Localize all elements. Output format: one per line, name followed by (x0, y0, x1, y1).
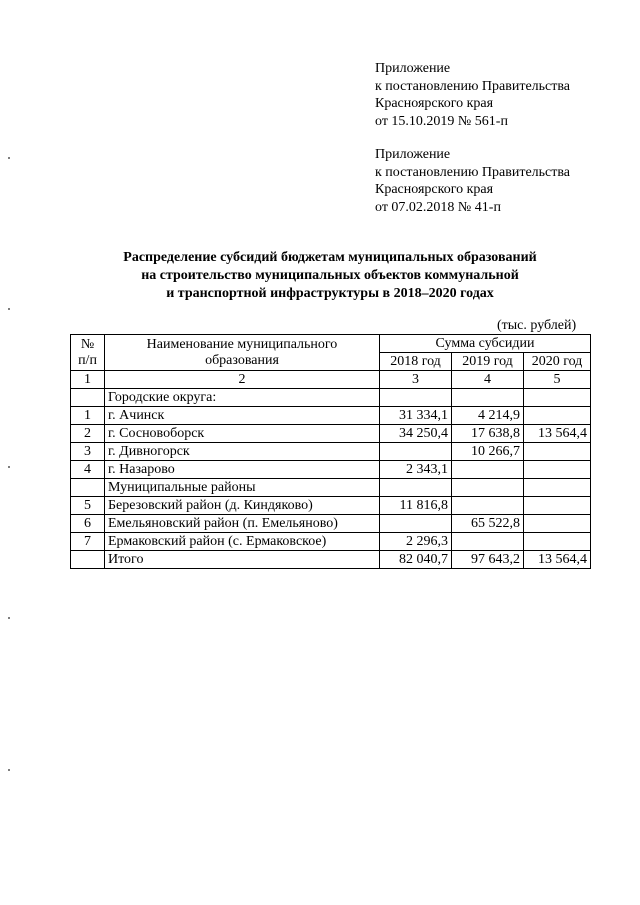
column-number: 2 (105, 371, 380, 389)
table-row (71, 443, 591, 461)
cell-y2019: 97 643,2 (452, 551, 524, 569)
cell-y2018: 34 250,4 (380, 425, 452, 443)
cell-name: Ермаковский район (с. Ермаковское) (105, 533, 380, 551)
header-municipality: Наименование муниципального образования (105, 335, 380, 371)
scan-mark (8, 157, 10, 159)
title-line: Распределение субсидий бюджетам муниципальных образований (123, 250, 537, 265)
column-number: 3 (380, 371, 452, 389)
table-row (71, 425, 591, 443)
units-label: (тыс. рублей) (497, 318, 577, 333)
header-subsidy-sum: Сумма субсидии (380, 335, 591, 353)
cell-n: 3 (71, 443, 105, 461)
cell-name: Итого (105, 551, 380, 569)
cell-name: Березовский район (д. Киндяково) (105, 497, 380, 515)
cell-n: 1 (71, 407, 105, 425)
cell-y2019 (452, 461, 524, 479)
cell-n: 5 (71, 497, 105, 515)
document-title (60, 249, 600, 303)
cell-y2019 (452, 533, 524, 551)
cell-y2018: 2 296,3 (380, 533, 452, 551)
cell-n (71, 479, 105, 497)
cell-y2019 (452, 497, 524, 515)
cell-y2020: 13 564,4 (524, 425, 591, 443)
header-number: № п/п (71, 335, 105, 371)
table-row (71, 479, 591, 497)
attachment-date: от 07.02.2018 № 41-п (375, 199, 501, 215)
cell-y2018: 2 343,1 (380, 461, 452, 479)
cell-n: 7 (71, 533, 105, 551)
attachment-line: к постановлению Правительства (375, 78, 571, 94)
attachment-block-current (375, 60, 570, 130)
cell-y2020 (524, 389, 591, 407)
table-row (71, 407, 591, 425)
cell-y2020 (524, 497, 591, 515)
cell-name: Емельяновский район (п. Емельяново) (105, 515, 380, 533)
attachment-line: Красноярского края (375, 182, 494, 197)
scan-mark (8, 617, 10, 619)
cell-n: 4 (71, 461, 105, 479)
cell-y2020 (524, 407, 591, 425)
cell-y2018 (380, 479, 452, 497)
cell-y2018: 82 040,7 (380, 551, 452, 569)
attachment-line: Приложение (375, 61, 451, 76)
cell-name: Городские округа: (105, 389, 380, 407)
attachment-line: Приложение (375, 147, 451, 162)
column-number: 4 (452, 371, 524, 389)
table-row (71, 389, 591, 407)
cell-y2019 (452, 389, 524, 407)
column-numbers-row (71, 371, 591, 389)
scan-mark (8, 466, 10, 468)
cell-y2018 (380, 515, 452, 533)
subsidy-table (70, 334, 591, 569)
cell-name: г. Сосновоборск (105, 425, 380, 443)
cell-y2018: 31 334,1 (380, 407, 452, 425)
title-line: на строительство муниципальных объектов коммунальной (141, 268, 519, 283)
title-line: и транспортной инфраструктуры в 2018–2020 годах (166, 286, 494, 301)
cell-y2018: 11 816,8 (380, 497, 452, 515)
header-year-2020: 2020 год (524, 353, 591, 371)
cell-y2020 (524, 533, 591, 551)
cell-n: 2 (71, 425, 105, 443)
cell-name: г. Дивногорск (105, 443, 380, 461)
attachment-block-original (375, 146, 570, 216)
cell-name: г. Назарово (105, 461, 380, 479)
cell-name: г. Ачинск (105, 407, 380, 425)
cell-y2020 (524, 515, 591, 533)
scan-mark (8, 308, 10, 310)
scan-mark (8, 769, 10, 771)
cell-y2018 (380, 443, 452, 461)
header-year-2019: 2019 год (452, 353, 524, 371)
cell-y2019: 4 214,9 (452, 407, 524, 425)
column-number: 1 (71, 371, 105, 389)
header-year-2018: 2018 год (380, 353, 452, 371)
cell-y2019: 65 522,8 (452, 515, 524, 533)
table-row (71, 515, 591, 533)
column-number: 5 (524, 371, 591, 389)
table-row (71, 551, 591, 569)
cell-y2020 (524, 479, 591, 497)
cell-name: Муниципальные районы (105, 479, 380, 497)
cell-y2020 (524, 443, 591, 461)
table-row (71, 461, 591, 479)
cell-y2019: 10 266,7 (452, 443, 524, 461)
cell-y2020 (524, 461, 591, 479)
cell-y2018 (380, 389, 452, 407)
cell-n (71, 551, 105, 569)
cell-n: 6 (71, 515, 105, 533)
attachment-date: от 15.10.2019 № 561-п (375, 113, 508, 129)
cell-y2020: 13 564,4 (524, 551, 591, 569)
cell-n (71, 389, 105, 407)
table-row (71, 533, 591, 551)
attachment-line: Красноярского края (375, 96, 494, 111)
cell-y2019: 17 638,8 (452, 425, 524, 443)
cell-y2019 (452, 479, 524, 497)
table-row (71, 497, 591, 515)
attachment-line: к постановлению Правительства (375, 164, 571, 180)
